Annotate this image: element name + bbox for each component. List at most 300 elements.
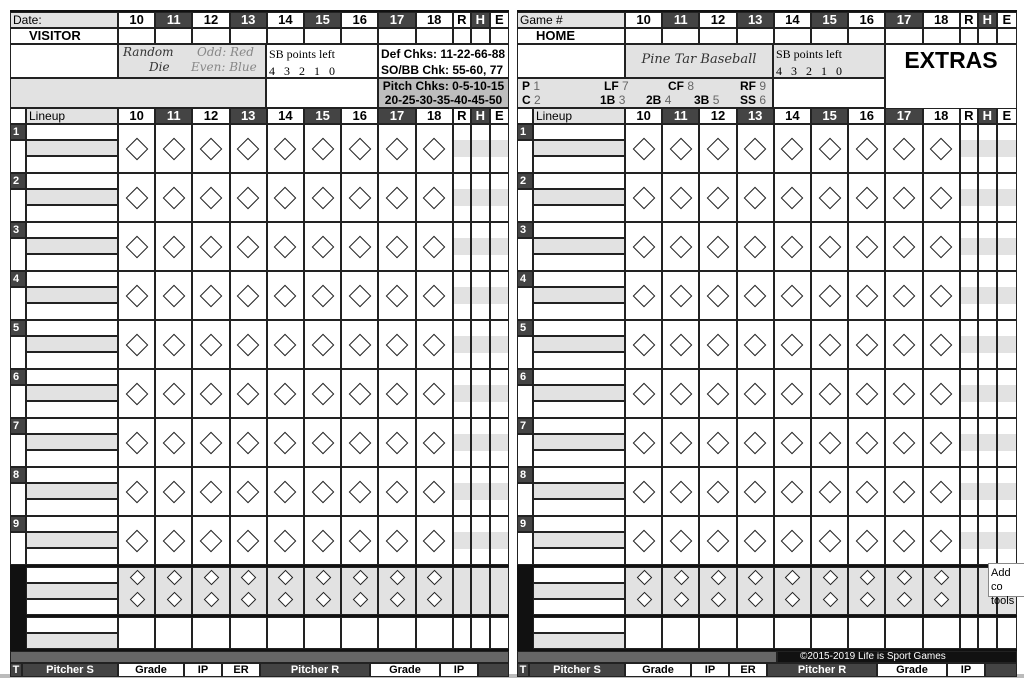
totals-cell[interactable]: [230, 617, 267, 649]
total-cell[interactable]: [960, 222, 978, 271]
at-bat-cell[interactable]: [923, 271, 960, 320]
lineup-name-slot[interactable]: [26, 401, 118, 418]
total-cell[interactable]: [997, 173, 1017, 222]
at-bat-cell[interactable]: [230, 369, 267, 418]
linescore-E[interactable]: [490, 28, 509, 44]
sub-total-cell[interactable]: [471, 567, 490, 615]
lineup-name-slot[interactable]: [26, 369, 118, 385]
at-bat-cell[interactable]: [378, 271, 415, 320]
at-bat-cell[interactable]: [737, 271, 774, 320]
total-cell[interactable]: [960, 516, 978, 565]
lineup-name-slot[interactable]: [26, 271, 118, 287]
at-bat-cell[interactable]: [341, 222, 378, 271]
totals-cell[interactable]: [341, 617, 378, 649]
lineup-name-slot[interactable]: [533, 516, 625, 532]
totals-cell[interactable]: [978, 617, 997, 649]
at-bat-cell[interactable]: [885, 271, 922, 320]
total-cell[interactable]: [978, 271, 997, 320]
at-bat-cell[interactable]: [885, 369, 922, 418]
at-bat-cell[interactable]: [192, 271, 229, 320]
total-cell[interactable]: [471, 516, 490, 565]
at-bat-cell[interactable]: [416, 222, 453, 271]
at-bat-cell[interactable]: [118, 271, 155, 320]
totals-cell[interactable]: [378, 617, 415, 649]
lineup-name-slot[interactable]: [26, 238, 118, 254]
total-cell[interactable]: [453, 124, 471, 173]
lineup-name-slot[interactable]: [533, 271, 625, 287]
total-cell[interactable]: [490, 369, 509, 418]
at-bat-cell[interactable]: [811, 516, 848, 565]
totals-cell[interactable]: [774, 617, 811, 649]
at-bat-cell[interactable]: [341, 124, 378, 173]
sub-cell[interactable]: [885, 567, 922, 615]
at-bat-cell[interactable]: [192, 124, 229, 173]
at-bat-cell[interactable]: [662, 271, 699, 320]
sub-cell[interactable]: [267, 567, 304, 615]
totals-cell[interactable]: [885, 617, 922, 649]
totals-cell[interactable]: [155, 617, 192, 649]
lineup-name-slot[interactable]: [533, 352, 625, 369]
sub-cell[interactable]: [118, 567, 155, 615]
at-bat-cell[interactable]: [304, 124, 341, 173]
totals-cell[interactable]: [267, 617, 304, 649]
at-bat-cell[interactable]: [118, 369, 155, 418]
at-bat-cell[interactable]: [378, 418, 415, 467]
total-cell[interactable]: [978, 418, 997, 467]
at-bat-cell[interactable]: [155, 467, 192, 516]
linescore-18[interactable]: [923, 28, 960, 44]
at-bat-cell[interactable]: [304, 418, 341, 467]
at-bat-cell[interactable]: [737, 516, 774, 565]
sub-total-cell[interactable]: [453, 567, 471, 615]
linescore-17[interactable]: [378, 28, 415, 44]
totals-cell[interactable]: [848, 617, 885, 649]
total-cell[interactable]: [490, 418, 509, 467]
at-bat-cell[interactable]: [230, 320, 267, 369]
position-cell[interactable]: [10, 287, 26, 320]
at-bat-cell[interactable]: [304, 271, 341, 320]
at-bat-cell[interactable]: [118, 320, 155, 369]
at-bat-cell[interactable]: [267, 271, 304, 320]
at-bat-cell[interactable]: [923, 467, 960, 516]
position-cell[interactable]: [10, 483, 26, 516]
total-cell[interactable]: [490, 467, 509, 516]
notes-row[interactable]: [10, 78, 266, 108]
at-bat-cell[interactable]: [155, 418, 192, 467]
at-bat-cell[interactable]: [848, 124, 885, 173]
notes-cell[interactable]: [10, 44, 118, 78]
at-bat-cell[interactable]: [267, 320, 304, 369]
position-cell[interactable]: [517, 287, 533, 320]
at-bat-cell[interactable]: [192, 418, 229, 467]
lineup-name-slot[interactable]: [26, 548, 118, 565]
total-cell[interactable]: [960, 173, 978, 222]
lineup-name-slot[interactable]: [26, 140, 118, 156]
position-cell[interactable]: [517, 385, 533, 418]
sub-cell[interactable]: [378, 567, 415, 615]
at-bat-cell[interactable]: [118, 222, 155, 271]
sub-cell[interactable]: [416, 567, 453, 615]
totals-cell[interactable]: [471, 617, 490, 649]
lineup-name-slot[interactable]: [533, 483, 625, 499]
position-cell[interactable]: [517, 434, 533, 467]
lineup-name-slot[interactable]: [26, 156, 118, 173]
lineup-name-slot[interactable]: [26, 303, 118, 320]
at-bat-cell[interactable]: [155, 173, 192, 222]
at-bat-cell[interactable]: [699, 124, 736, 173]
lineup-name-slot[interactable]: [26, 532, 118, 548]
position-cell[interactable]: [517, 532, 533, 565]
at-bat-cell[interactable]: [699, 516, 736, 565]
lineup-name-slot[interactable]: [26, 352, 118, 369]
at-bat-cell[interactable]: [923, 516, 960, 565]
total-cell[interactable]: [997, 222, 1017, 271]
lineup-name-slot[interactable]: [533, 238, 625, 254]
linescore-R[interactable]: [453, 28, 471, 44]
at-bat-cell[interactable]: [267, 173, 304, 222]
total-cell[interactable]: [997, 369, 1017, 418]
at-bat-cell[interactable]: [304, 516, 341, 565]
at-bat-cell[interactable]: [192, 467, 229, 516]
at-bat-cell[interactable]: [230, 222, 267, 271]
at-bat-cell[interactable]: [848, 516, 885, 565]
at-bat-cell[interactable]: [304, 222, 341, 271]
lineup-name-slot[interactable]: [533, 140, 625, 156]
at-bat-cell[interactable]: [662, 369, 699, 418]
at-bat-cell[interactable]: [885, 124, 922, 173]
totals-cell[interactable]: [997, 617, 1017, 649]
linescore-11[interactable]: [155, 28, 192, 44]
totals-cell[interactable]: [662, 617, 699, 649]
at-bat-cell[interactable]: [267, 222, 304, 271]
total-name-slot[interactable]: [533, 633, 625, 649]
at-bat-cell[interactable]: [811, 222, 848, 271]
linescore-17[interactable]: [885, 28, 922, 44]
at-bat-cell[interactable]: [118, 516, 155, 565]
linescore-12[interactable]: [699, 28, 736, 44]
at-bat-cell[interactable]: [848, 173, 885, 222]
lineup-name-slot[interactable]: [533, 222, 625, 238]
linescore-15[interactable]: [811, 28, 848, 44]
at-bat-cell[interactable]: [662, 467, 699, 516]
at-bat-cell[interactable]: [848, 467, 885, 516]
at-bat-cell[interactable]: [341, 467, 378, 516]
total-cell[interactable]: [490, 124, 509, 173]
at-bat-cell[interactable]: [341, 369, 378, 418]
sub-cell[interactable]: [737, 567, 774, 615]
total-name-slot[interactable]: [26, 617, 118, 633]
at-bat-cell[interactable]: [118, 418, 155, 467]
lineup-name-slot[interactable]: [26, 173, 118, 189]
position-cell[interactable]: [10, 238, 26, 271]
at-bat-cell[interactable]: [267, 124, 304, 173]
totals-cell[interactable]: [490, 617, 509, 649]
at-bat-cell[interactable]: [155, 124, 192, 173]
total-name-slot[interactable]: [26, 633, 118, 649]
lineup-name-slot[interactable]: [26, 434, 118, 450]
total-cell[interactable]: [978, 369, 997, 418]
total-cell[interactable]: [453, 222, 471, 271]
at-bat-cell[interactable]: [662, 418, 699, 467]
at-bat-cell[interactable]: [192, 369, 229, 418]
at-bat-cell[interactable]: [625, 516, 662, 565]
position-cell[interactable]: [10, 140, 26, 173]
sub-cell[interactable]: [923, 567, 960, 615]
lineup-name-slot[interactable]: [533, 189, 625, 205]
total-cell[interactable]: [471, 418, 490, 467]
at-bat-cell[interactable]: [155, 222, 192, 271]
at-bat-cell[interactable]: [230, 173, 267, 222]
at-bat-cell[interactable]: [774, 369, 811, 418]
total-cell[interactable]: [960, 124, 978, 173]
at-bat-cell[interactable]: [304, 173, 341, 222]
at-bat-cell[interactable]: [662, 320, 699, 369]
total-cell[interactable]: [453, 516, 471, 565]
at-bat-cell[interactable]: [192, 516, 229, 565]
at-bat-cell[interactable]: [662, 124, 699, 173]
linescore-16[interactable]: [341, 28, 378, 44]
linescore-R[interactable]: [960, 28, 978, 44]
position-cell[interactable]: [10, 336, 26, 369]
totals-cell[interactable]: [118, 617, 155, 649]
at-bat-cell[interactable]: [416, 320, 453, 369]
sub-cell[interactable]: [662, 567, 699, 615]
sub-cell[interactable]: [341, 567, 378, 615]
lineup-name-slot[interactable]: [533, 254, 625, 271]
at-bat-cell[interactable]: [885, 516, 922, 565]
total-cell[interactable]: [960, 418, 978, 467]
at-bat-cell[interactable]: [416, 418, 453, 467]
total-cell[interactable]: [960, 271, 978, 320]
notes-cell[interactable]: [517, 44, 625, 78]
total-cell[interactable]: [471, 222, 490, 271]
lineup-name-slot[interactable]: [533, 124, 625, 140]
sub-total-cell[interactable]: [960, 567, 978, 615]
at-bat-cell[interactable]: [923, 369, 960, 418]
linescore-13[interactable]: [737, 28, 774, 44]
total-name-slot[interactable]: [533, 617, 625, 633]
at-bat-cell[interactable]: [848, 418, 885, 467]
sub-cell[interactable]: [699, 567, 736, 615]
at-bat-cell[interactable]: [155, 271, 192, 320]
sub-name-slot[interactable]: [26, 599, 118, 615]
at-bat-cell[interactable]: [416, 516, 453, 565]
total-cell[interactable]: [453, 369, 471, 418]
total-cell[interactable]: [453, 320, 471, 369]
at-bat-cell[interactable]: [416, 271, 453, 320]
lineup-name-slot[interactable]: [533, 205, 625, 222]
lineup-name-slot[interactable]: [533, 499, 625, 516]
at-bat-cell[interactable]: [774, 173, 811, 222]
at-bat-cell[interactable]: [811, 369, 848, 418]
totals-cell[interactable]: [923, 617, 960, 649]
totals-cell[interactable]: [699, 617, 736, 649]
at-bat-cell[interactable]: [662, 516, 699, 565]
at-bat-cell[interactable]: [699, 271, 736, 320]
at-bat-cell[interactable]: [625, 222, 662, 271]
position-cell[interactable]: [10, 385, 26, 418]
at-bat-cell[interactable]: [304, 467, 341, 516]
lineup-name-slot[interactable]: [26, 499, 118, 516]
total-cell[interactable]: [471, 320, 490, 369]
total-cell[interactable]: [490, 320, 509, 369]
at-bat-cell[interactable]: [155, 516, 192, 565]
lineup-name-slot[interactable]: [533, 401, 625, 418]
at-bat-cell[interactable]: [416, 124, 453, 173]
total-cell[interactable]: [978, 320, 997, 369]
linescore-13[interactable]: [230, 28, 267, 44]
lineup-name-slot[interactable]: [26, 516, 118, 532]
lineup-name-slot[interactable]: [533, 418, 625, 434]
total-cell[interactable]: [978, 516, 997, 565]
total-cell[interactable]: [978, 467, 997, 516]
at-bat-cell[interactable]: [885, 320, 922, 369]
linescore-H[interactable]: [978, 28, 997, 44]
lineup-name-slot[interactable]: [26, 467, 118, 483]
at-bat-cell[interactable]: [416, 173, 453, 222]
at-bat-cell[interactable]: [625, 173, 662, 222]
at-bat-cell[interactable]: [811, 320, 848, 369]
totals-cell[interactable]: [416, 617, 453, 649]
total-cell[interactable]: [960, 467, 978, 516]
totals-cell[interactable]: [737, 617, 774, 649]
total-cell[interactable]: [997, 467, 1017, 516]
linescore-15[interactable]: [304, 28, 341, 44]
position-cell[interactable]: [517, 140, 533, 173]
total-cell[interactable]: [997, 271, 1017, 320]
at-bat-cell[interactable]: [378, 369, 415, 418]
lineup-name-slot[interactable]: [533, 336, 625, 352]
at-bat-cell[interactable]: [416, 467, 453, 516]
at-bat-cell[interactable]: [737, 369, 774, 418]
at-bat-cell[interactable]: [774, 124, 811, 173]
at-bat-cell[interactable]: [774, 320, 811, 369]
at-bat-cell[interactable]: [662, 222, 699, 271]
lineup-name-slot[interactable]: [26, 385, 118, 401]
at-bat-cell[interactable]: [341, 418, 378, 467]
total-cell[interactable]: [453, 418, 471, 467]
at-bat-cell[interactable]: [923, 222, 960, 271]
total-cell[interactable]: [453, 173, 471, 222]
position-cell[interactable]: [10, 434, 26, 467]
sub-cell[interactable]: [774, 567, 811, 615]
at-bat-cell[interactable]: [774, 516, 811, 565]
at-bat-cell[interactable]: [737, 124, 774, 173]
at-bat-cell[interactable]: [848, 369, 885, 418]
at-bat-cell[interactable]: [341, 320, 378, 369]
at-bat-cell[interactable]: [737, 467, 774, 516]
at-bat-cell[interactable]: [625, 418, 662, 467]
at-bat-cell[interactable]: [885, 467, 922, 516]
position-cell[interactable]: [10, 532, 26, 565]
at-bat-cell[interactable]: [267, 516, 304, 565]
at-bat-cell[interactable]: [699, 173, 736, 222]
lineup-name-slot[interactable]: [533, 548, 625, 565]
sub-cell[interactable]: [155, 567, 192, 615]
position-cell[interactable]: [517, 238, 533, 271]
totals-cell[interactable]: [811, 617, 848, 649]
totals-cell[interactable]: [625, 617, 662, 649]
lineup-name-slot[interactable]: [533, 303, 625, 320]
total-cell[interactable]: [978, 124, 997, 173]
sub-total-cell[interactable]: [490, 567, 509, 615]
at-bat-cell[interactable]: [923, 124, 960, 173]
at-bat-cell[interactable]: [811, 467, 848, 516]
position-cell[interactable]: [517, 336, 533, 369]
sub-name-slot[interactable]: [533, 567, 625, 583]
lineup-name-slot[interactable]: [533, 532, 625, 548]
sub-cell[interactable]: [304, 567, 341, 615]
at-bat-cell[interactable]: [230, 418, 267, 467]
at-bat-cell[interactable]: [774, 467, 811, 516]
at-bat-cell[interactable]: [230, 516, 267, 565]
at-bat-cell[interactable]: [848, 222, 885, 271]
total-cell[interactable]: [471, 369, 490, 418]
at-bat-cell[interactable]: [923, 320, 960, 369]
total-cell[interactable]: [490, 173, 509, 222]
total-cell[interactable]: [997, 320, 1017, 369]
at-bat-cell[interactable]: [699, 222, 736, 271]
lineup-name-slot[interactable]: [26, 222, 118, 238]
total-cell[interactable]: [453, 271, 471, 320]
at-bat-cell[interactable]: [304, 369, 341, 418]
at-bat-cell[interactable]: [378, 516, 415, 565]
linescore-H[interactable]: [471, 28, 490, 44]
sub-cell[interactable]: [230, 567, 267, 615]
lineup-name-slot[interactable]: [533, 156, 625, 173]
at-bat-cell[interactable]: [230, 271, 267, 320]
total-cell[interactable]: [960, 369, 978, 418]
at-bat-cell[interactable]: [230, 124, 267, 173]
at-bat-cell[interactable]: [230, 467, 267, 516]
lineup-name-slot[interactable]: [26, 189, 118, 205]
total-cell[interactable]: [471, 173, 490, 222]
total-cell[interactable]: [997, 418, 1017, 467]
at-bat-cell[interactable]: [625, 271, 662, 320]
at-bat-cell[interactable]: [267, 369, 304, 418]
linescore-11[interactable]: [662, 28, 699, 44]
at-bat-cell[interactable]: [341, 271, 378, 320]
at-bat-cell[interactable]: [625, 467, 662, 516]
totals-cell[interactable]: [960, 617, 978, 649]
lineup-name-slot[interactable]: [26, 205, 118, 222]
at-bat-cell[interactable]: [267, 467, 304, 516]
lineup-name-slot[interactable]: [533, 287, 625, 303]
at-bat-cell[interactable]: [118, 173, 155, 222]
at-bat-cell[interactable]: [885, 173, 922, 222]
at-bat-cell[interactable]: [811, 124, 848, 173]
at-bat-cell[interactable]: [811, 173, 848, 222]
at-bat-cell[interactable]: [699, 320, 736, 369]
lineup-name-slot[interactable]: [26, 418, 118, 434]
total-cell[interactable]: [978, 222, 997, 271]
sub-cell[interactable]: [192, 567, 229, 615]
position-cell[interactable]: [10, 189, 26, 222]
at-bat-cell[interactable]: [341, 516, 378, 565]
at-bat-cell[interactable]: [625, 369, 662, 418]
at-bat-cell[interactable]: [811, 418, 848, 467]
at-bat-cell[interactable]: [885, 418, 922, 467]
at-bat-cell[interactable]: [378, 320, 415, 369]
lineup-name-slot[interactable]: [533, 434, 625, 450]
sub-name-slot[interactable]: [26, 583, 118, 599]
totals-cell[interactable]: [192, 617, 229, 649]
at-bat-cell[interactable]: [378, 467, 415, 516]
sub-cell[interactable]: [811, 567, 848, 615]
at-bat-cell[interactable]: [811, 271, 848, 320]
linescore-14[interactable]: [774, 28, 811, 44]
at-bat-cell[interactable]: [923, 173, 960, 222]
